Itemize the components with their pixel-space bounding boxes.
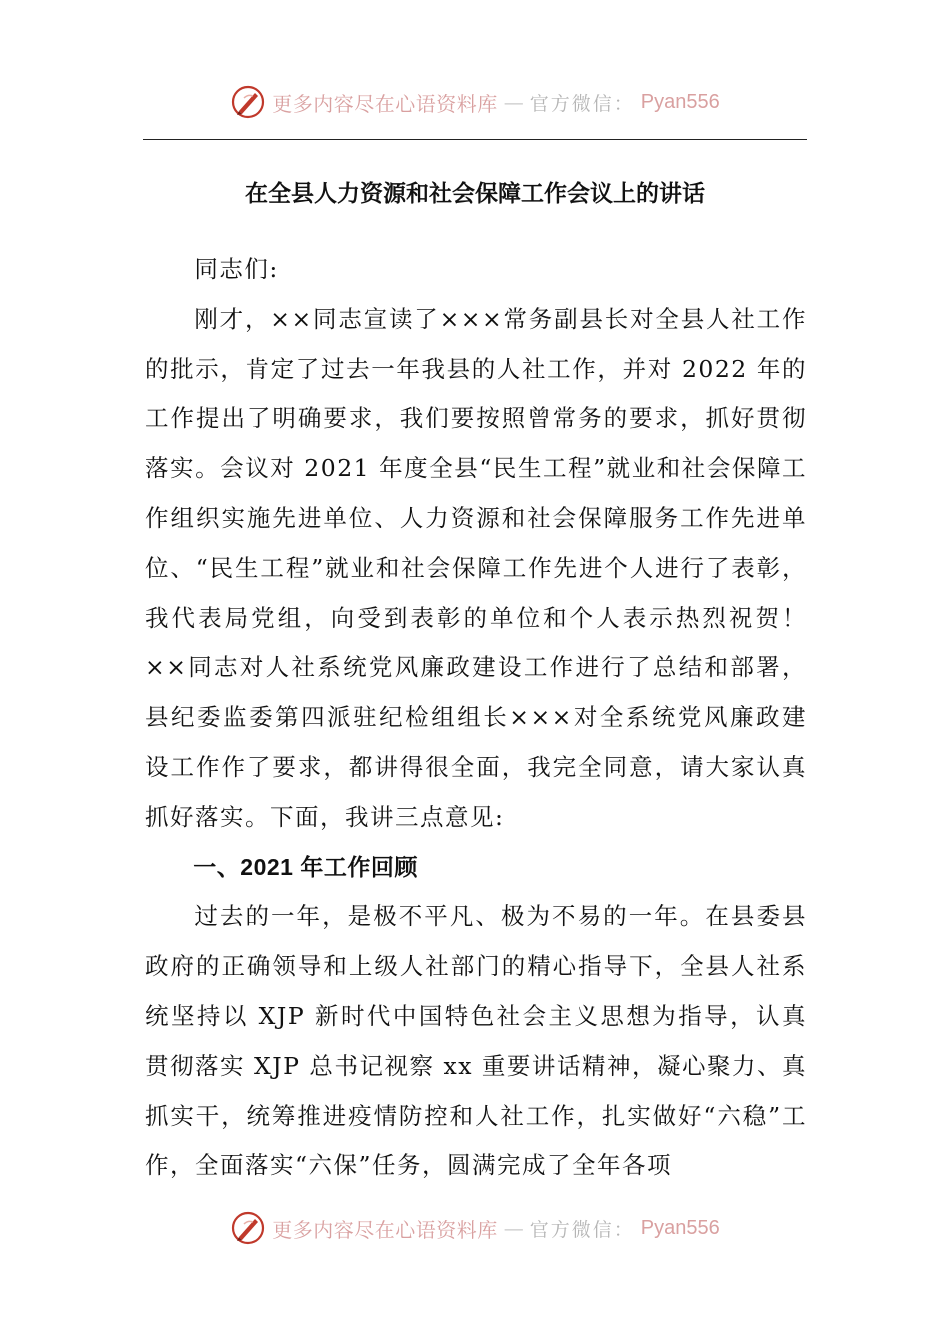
document-body	[145, 245, 807, 1191]
salutation-paragraph: 同志们:	[194, 255, 279, 283]
header-banner	[0, 82, 950, 122]
banner-main-text: 更多内容尽在心语资料库	[272, 1217, 498, 1242]
banner-wechat-id: Pyan556	[640, 90, 720, 113]
banner-dash: —	[503, 90, 524, 114]
banner-sub-text: 官方微信：	[529, 92, 635, 115]
footer-banner	[0, 1208, 950, 1248]
pen-logo-icon	[230, 1210, 266, 1246]
header-divider	[143, 139, 807, 140]
banner-sub-text: 官方微信：	[529, 1218, 635, 1241]
banner-main-text: 更多内容尽在心语资料库	[272, 91, 498, 116]
banner-dash: —	[503, 1216, 524, 1240]
pen-logo-icon	[230, 84, 266, 120]
banner-wechat-id: Pyan556	[640, 1216, 720, 1239]
body-paragraph: 过去的一年，是极不平凡、极为不易的一年。在县委县政府的正确领导和上级人社部门的精心指导下，全县人社系统坚持以 XJP 新时代中国特色社会主义思想为指导，认真贯彻落实 XJP 总书记视察 xx 重要讲话精神，凝心聚力、真抓实干，统筹推进疫情防控和人社工作，扎实做好“六稳”工作，全面落实“六保”任务，圆满完成了全年各项	[145, 902, 807, 1180]
document-title: 在全县人力资源和社会保障工作会议上的讲话	[245, 180, 705, 207]
section-heading: 一、2021 年工作回顾	[193, 853, 418, 880]
body-paragraph: 刚才，××同志宣读了×××常务副县长对全县人社工作的批示，肯定了过去一年我县的人社工作，并对 2022 年的工作提出了明确要求，我们要按照曾常务的要求，抓好贯彻落实。会议对 2021 年度全县“民生工程”就业和社会保障工作组织实施先进单位、人力资源和社会保障服务工作先进单位、“民生工程”就业和社会保障工作先进个人进行了表彰，我代表局党组，向受到表彰的单位和个人表示热烈祝贺！××同志对人社系统党风廉政建设工作进行了总结和部署，县纪委监委第四派驻纪检组组长×××对全系统党风廉政建设工作作了要求，都讲得很全面，我完全同意，请大家认真抓好落实。下面，我讲三点意见:	[145, 304, 807, 831]
